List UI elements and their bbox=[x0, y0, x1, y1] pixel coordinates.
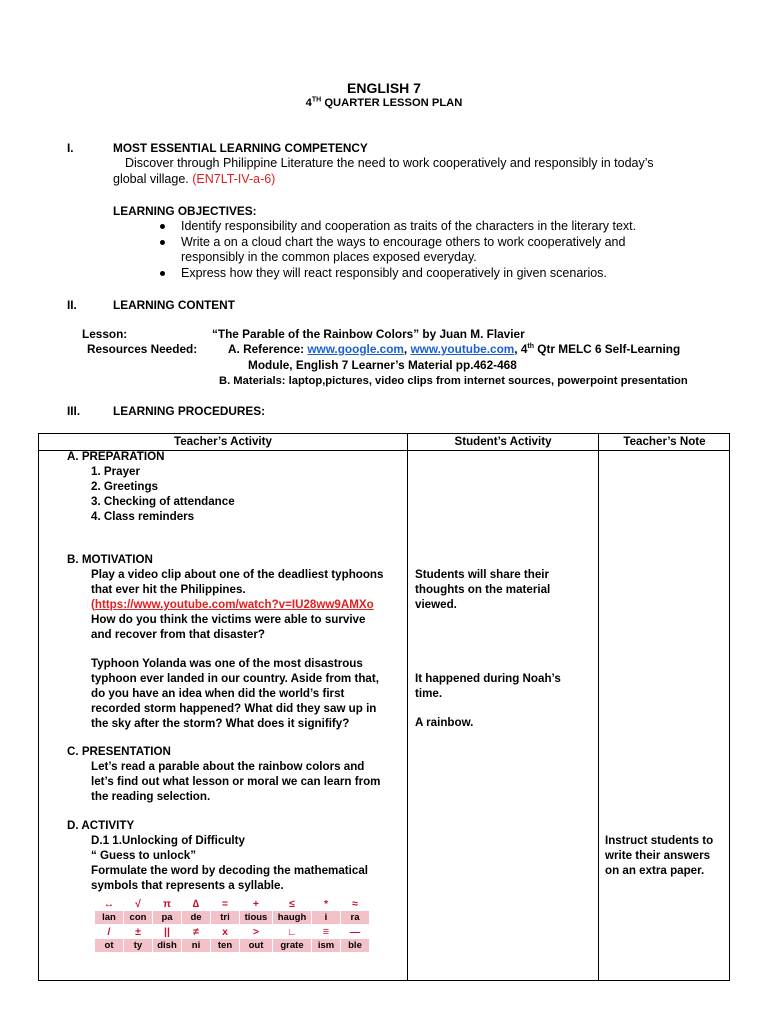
student-response: A rainbow. bbox=[415, 716, 474, 729]
google-link[interactable]: www.google.com bbox=[307, 342, 404, 356]
activity-text: D.1 1.Unlocking of Difficulty bbox=[91, 834, 245, 847]
syllable-cell: i bbox=[312, 911, 341, 925]
syllable-cell: out bbox=[240, 939, 273, 953]
presentation-text: Let’s read a parable about the rainbow colors and bbox=[91, 760, 365, 773]
reference-line: A. Reference: www.google.com, www.youtube.com, 4th Qtr MELC 6 Self-Learning bbox=[228, 342, 681, 356]
motivation-text: do you have an idea when did the world’s first bbox=[91, 687, 345, 700]
section-1-numeral: I. bbox=[67, 141, 74, 155]
symbol-cell: ↔ bbox=[95, 897, 124, 911]
symbol-cell: * bbox=[312, 897, 341, 911]
syllable-cell: ble bbox=[341, 939, 370, 953]
syllable-cell: grate bbox=[273, 939, 312, 953]
symbol-row bbox=[95, 897, 370, 911]
symbol-syllable-table bbox=[94, 896, 370, 953]
presentation-label: C. PRESENTATION bbox=[67, 745, 171, 758]
header-students-activity: Student’s Activity bbox=[454, 435, 552, 448]
preparation-item: 2. Greetings bbox=[91, 480, 159, 493]
motivation-text: that ever hit the Philippines. bbox=[91, 583, 246, 596]
syllable-cell: de bbox=[182, 911, 211, 925]
motivation-text: typhoon ever landed in our country. Aside from that, bbox=[91, 672, 379, 685]
motivation-text: and recover from that disaster? bbox=[91, 628, 265, 641]
syllable-cell: dish bbox=[153, 939, 182, 953]
symbol-cell: || bbox=[153, 925, 182, 939]
activity-text: symbols that represents a syllable. bbox=[91, 879, 284, 892]
syllable-cell: lan bbox=[95, 911, 124, 925]
symbol-cell: ∟ bbox=[273, 925, 312, 939]
header-teachers-note: Teacher’s Note bbox=[623, 435, 706, 448]
youtube-link[interactable]: www.youtube.com bbox=[410, 342, 515, 356]
symbol-cell: x bbox=[211, 925, 240, 939]
syllable-cell: tri bbox=[211, 911, 240, 925]
activity-text: Formulate the word by decoding the mathematical bbox=[91, 864, 369, 877]
symbol-cell: ≤ bbox=[273, 897, 312, 911]
objective-item: Identify responsibility and cooperation as traits of the characters in the literary text. bbox=[181, 219, 637, 233]
resources-label: Resources Needed: bbox=[87, 342, 198, 356]
section-3-heading: LEARNING PROCEDURES: bbox=[113, 404, 266, 418]
symbol-cell: / bbox=[95, 925, 124, 939]
preparation-item: 3. Checking of attendance bbox=[91, 495, 235, 508]
presentation-text: the reading selection. bbox=[91, 790, 211, 803]
competency-text-line2: global village. (EN7LT-IV-a-6) bbox=[113, 172, 276, 186]
activity-label: D. ACTIVITY bbox=[67, 819, 135, 832]
syllable-cell: ty bbox=[124, 939, 153, 953]
symbol-cell: + bbox=[240, 897, 273, 911]
syllable-cell: tious bbox=[240, 911, 273, 925]
student-response: Students will share their bbox=[415, 568, 550, 581]
section-3-numeral: III. bbox=[67, 404, 81, 418]
syllable-cell: ni bbox=[182, 939, 211, 953]
motivation-text: How do you think the victims were able to survive bbox=[91, 613, 366, 626]
symbol-cell: ≠ bbox=[182, 925, 211, 939]
reference-line2: Module, English 7 Learner’s Material pp.462-468 bbox=[248, 358, 517, 372]
motivation-text: Play a video clip about one of the deadliest typhoons bbox=[91, 568, 384, 581]
objective-item: Write a on a cloud chart the ways to encourage others to work cooperatively and bbox=[181, 235, 626, 249]
student-response: It happened during Noah’s bbox=[415, 672, 561, 685]
student-response: time. bbox=[415, 687, 443, 700]
syllable-cell: haugh bbox=[273, 911, 312, 925]
motivation-text: recorded storm happened? What did they saw up in bbox=[91, 702, 377, 715]
symbol-cell: ± bbox=[124, 925, 153, 939]
document-title: ENGLISH 7 bbox=[347, 80, 421, 96]
symbol-cell: ≈ bbox=[341, 897, 370, 911]
syllable-cell: ot bbox=[95, 939, 124, 953]
symbol-cell: ≡ bbox=[312, 925, 341, 939]
competency-text-line1: Discover through Philippine Literature the need to work cooperatively and responsibly in today’s bbox=[125, 156, 654, 170]
symbol-cell: π bbox=[153, 897, 182, 911]
objective-item-continued: responsibly in the common places exposed everyday. bbox=[181, 250, 477, 264]
preparation-label: A. PREPARATION bbox=[67, 450, 165, 463]
teacher-note: on an extra paper. bbox=[605, 864, 705, 877]
syllable-row bbox=[95, 939, 370, 953]
bullet-icon bbox=[160, 240, 165, 245]
symbol-cell: > bbox=[240, 925, 273, 939]
student-response: thoughts on the material bbox=[415, 583, 551, 596]
teacher-note: write their answers bbox=[605, 849, 711, 862]
student-response: viewed. bbox=[415, 598, 457, 611]
objective-item: Express how they will react responsibly and cooperatively in given scenarios. bbox=[181, 266, 607, 280]
symbol-cell: = bbox=[211, 897, 240, 911]
bullet-icon bbox=[160, 271, 165, 276]
syllable-cell: ra bbox=[341, 911, 370, 925]
motivation-text: Typhoon Yolanda was one of the most disastrous bbox=[91, 657, 363, 670]
syllable-cell: ten bbox=[211, 939, 240, 953]
syllable-cell: con bbox=[124, 911, 153, 925]
section-2-heading: LEARNING CONTENT bbox=[113, 298, 235, 312]
symbol-cell: ∆ bbox=[182, 897, 211, 911]
syllable-row bbox=[95, 911, 370, 925]
preparation-item: 4. Class reminders bbox=[91, 510, 195, 523]
preparation-item: 1. Prayer bbox=[91, 465, 140, 478]
motivation-video-link[interactable]: (https://www.youtube.com/watch?v=IU28ww9AMXo bbox=[91, 598, 374, 611]
activity-text: “ Guess to unlock” bbox=[91, 849, 197, 862]
competency-code: (EN7LT-IV-a-6) bbox=[192, 172, 276, 186]
column-divider bbox=[598, 434, 599, 980]
symbol-row bbox=[95, 925, 370, 939]
objectives-heading: LEARNING OBJECTIVES: bbox=[113, 204, 257, 218]
bullet-icon bbox=[160, 224, 165, 229]
document-subtitle: 4TH QUARTER LESSON PLAN bbox=[305, 96, 463, 109]
syllable-cell: ism bbox=[312, 939, 341, 953]
symbol-cell: √ bbox=[124, 897, 153, 911]
section-2-numeral: II. bbox=[67, 298, 77, 312]
lesson-value: “The Parable of the Rainbow Colors” by Juan M. Flavier bbox=[212, 327, 525, 341]
materials-line: B. Materials: laptop,pictures, video clips from internet sources, powerpoint presentation bbox=[219, 375, 688, 387]
section-1-heading: MOST ESSENTIAL LEARNING COMPETENCY bbox=[113, 141, 368, 155]
lesson-label: Lesson: bbox=[82, 327, 128, 341]
column-divider bbox=[407, 434, 408, 980]
motivation-text: the sky after the storm? What does it signifify? bbox=[91, 717, 350, 730]
teacher-note: Instruct students to bbox=[605, 834, 714, 847]
syllable-cell: pa bbox=[153, 911, 182, 925]
header-teachers-activity: Teacher’s Activity bbox=[174, 435, 272, 448]
symbol-cell: — bbox=[341, 925, 370, 939]
presentation-text: let’s find out what lesson or moral we can learn from bbox=[91, 775, 381, 788]
motivation-label: B. MOTIVATION bbox=[67, 553, 153, 566]
